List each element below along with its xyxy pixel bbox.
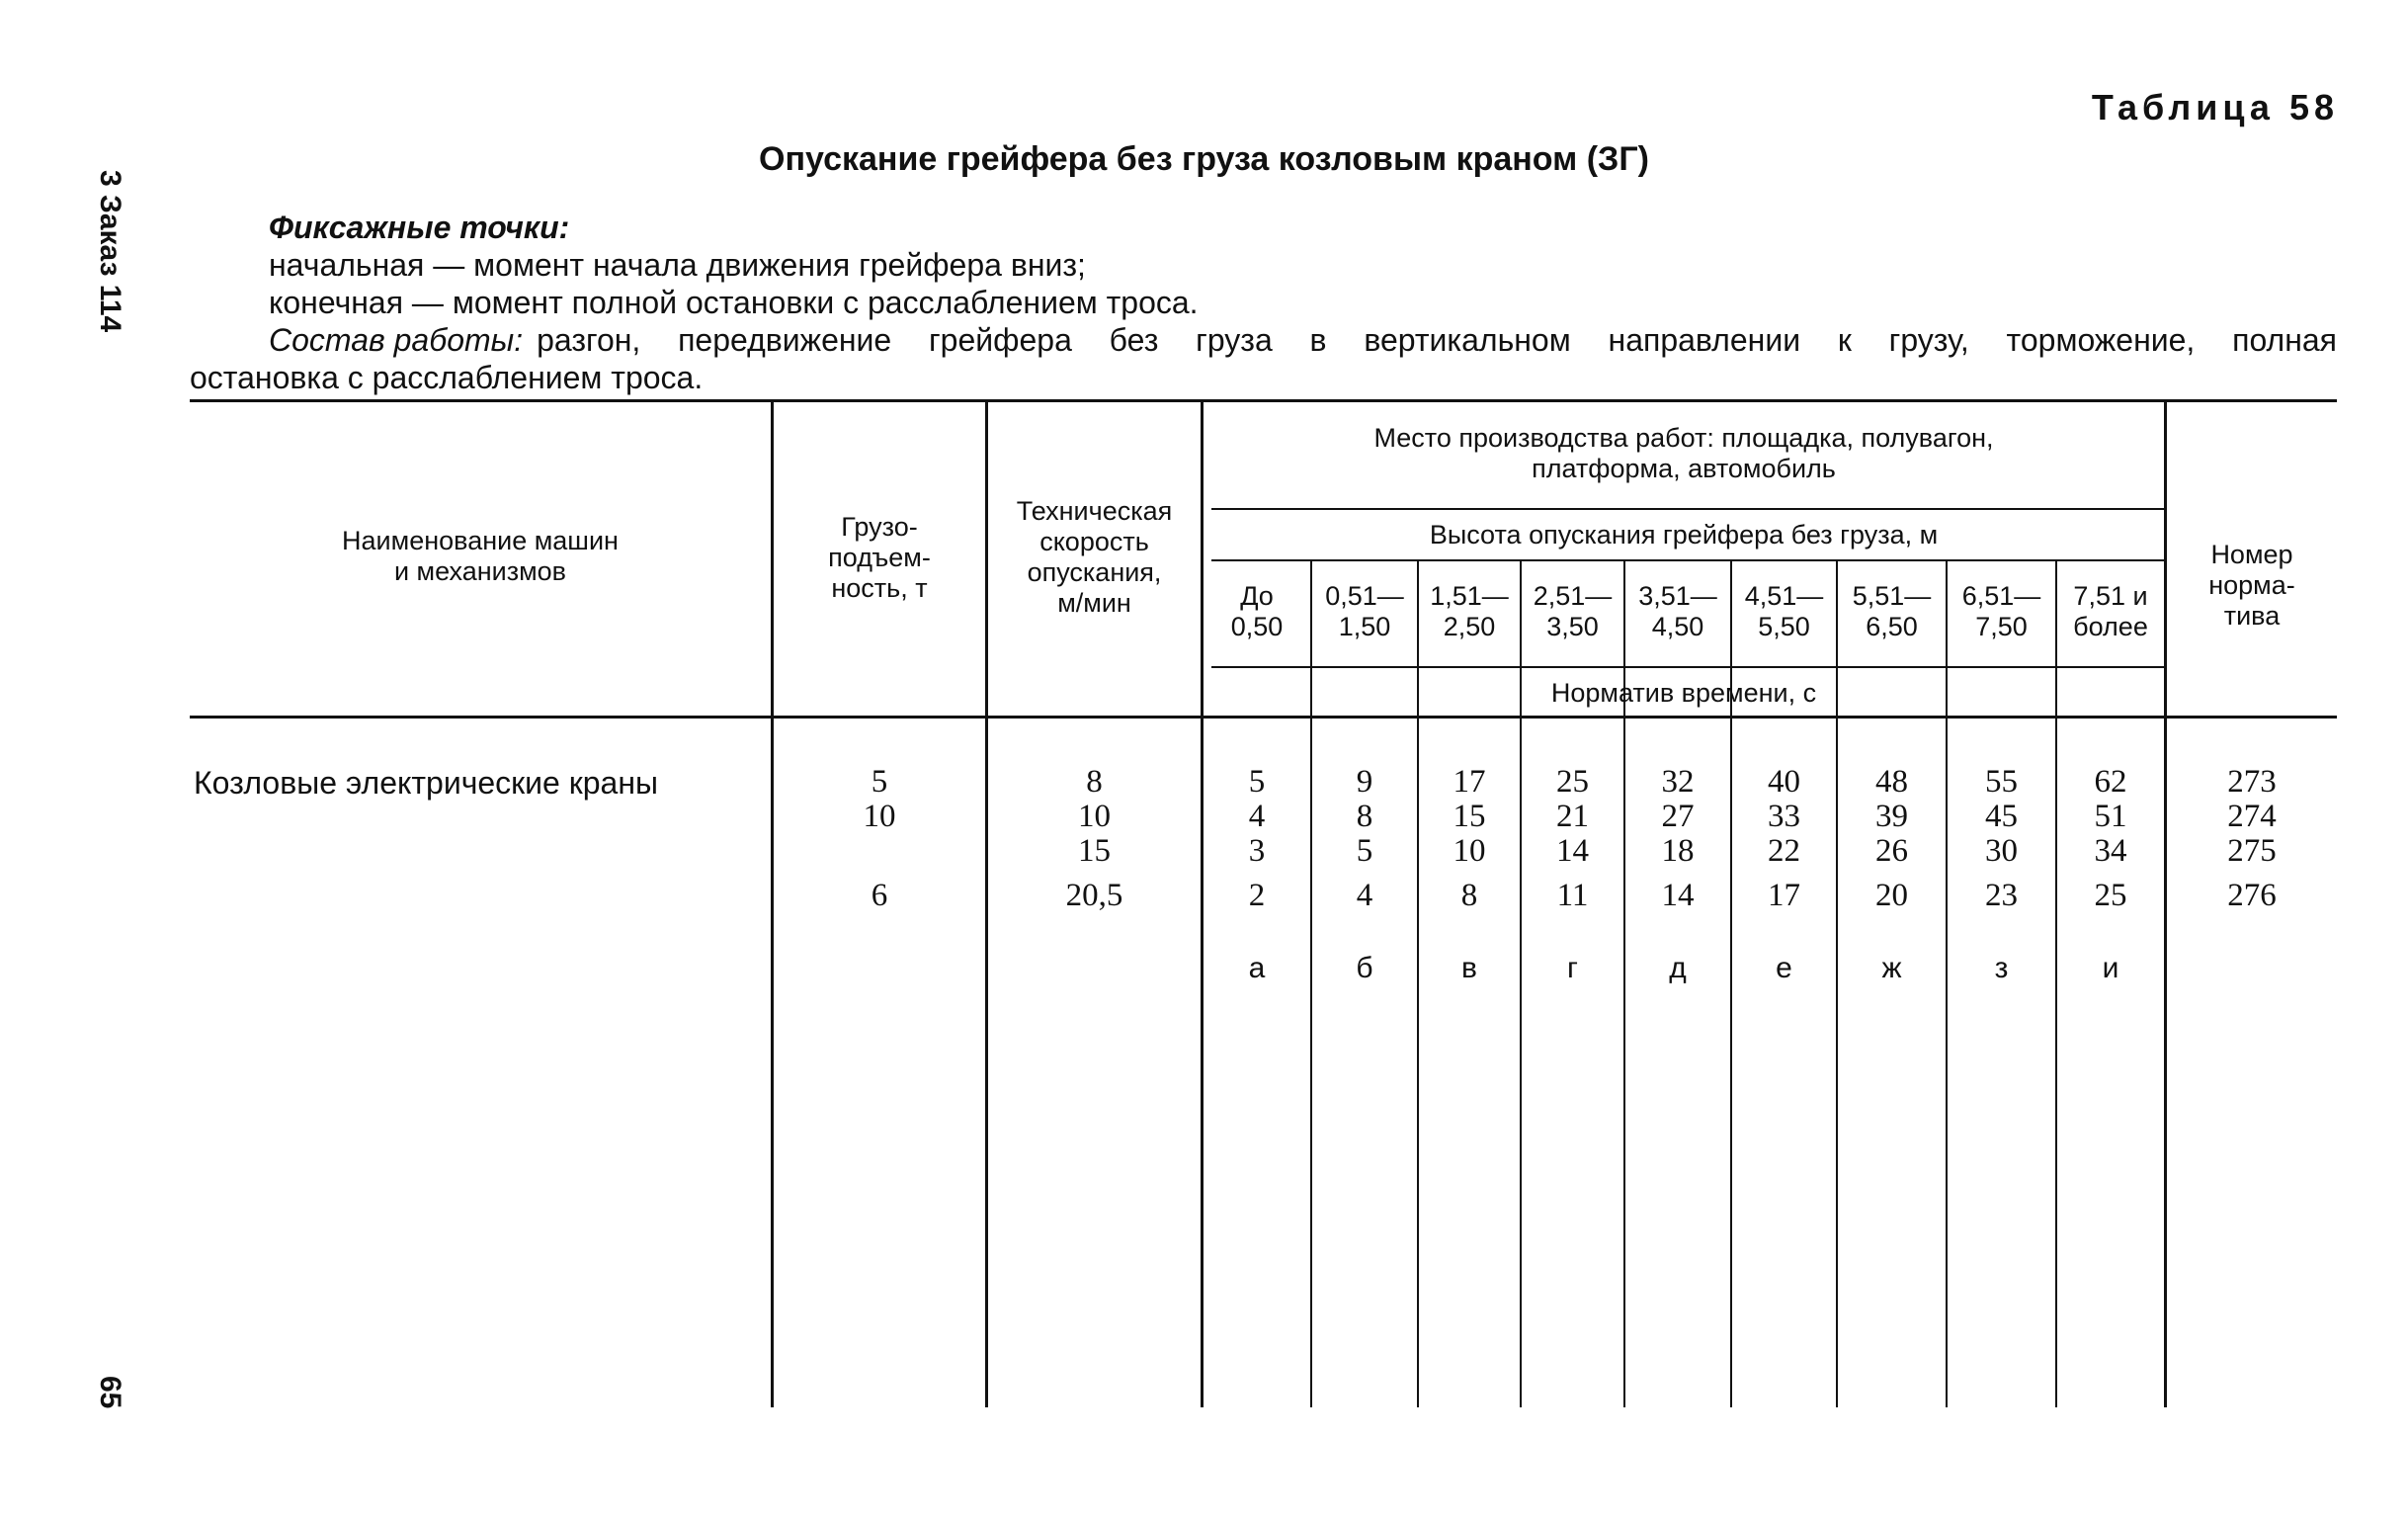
table-title: Опускание грейфера без груза козловым краном (ЗГ) xyxy=(759,140,1649,178)
header-norm-time: Норматив времени, с xyxy=(1550,678,1817,708)
range-header: До 0,50 xyxy=(1230,581,1284,641)
range-header: 5,51— 6,50 xyxy=(1852,581,1932,641)
table-top-rule xyxy=(190,399,2337,402)
fix-heading: Фиксажные точки: xyxy=(269,210,570,245)
place-rule xyxy=(1211,508,2166,510)
table-col-e: 40 33 22 17 е xyxy=(1768,764,1800,984)
header-height: Высота опускания грейфера без груза, м xyxy=(1429,520,1939,550)
range-header: 4,51— 5,50 xyxy=(1744,581,1824,641)
table-col-norm-no: 273 274 275 276 xyxy=(2227,764,2277,913)
height-rule xyxy=(1211,559,2166,561)
header-machine: Наименование машин и механизмов xyxy=(342,526,619,586)
table-col-i: 62 51 34 25 и xyxy=(2094,764,2127,984)
header-speed: Техническая скорость опускания, м/мин xyxy=(1016,496,1173,618)
table-number: Таблица 58 xyxy=(2091,87,2339,127)
table-header-rule xyxy=(190,716,2337,719)
table-col-zh: 48 39 26 20 ж xyxy=(1875,764,1908,984)
work-label: Состав работы: xyxy=(269,322,524,358)
page-number: 65 xyxy=(94,1376,126,1409)
norm-rule xyxy=(1211,666,2166,668)
range-header: 3,51— 4,50 xyxy=(1638,581,1717,641)
table-col-d: 32 27 18 14 д xyxy=(1661,764,1695,984)
table-col-z: 55 45 30 23 з xyxy=(1985,764,2018,984)
start-point: начальная — момент начала движения грейфера вниз; xyxy=(269,247,1086,283)
header-place: Место производства работ: площадка, полувагон, платформа, автомобиль xyxy=(1373,423,1994,483)
work-text-1: разгон, передвижение грейфера без груза в вертикальном направлении к грузу, торможение, полная xyxy=(537,322,2337,358)
table-col-a: 5 4 3 2 а xyxy=(1248,764,1266,984)
header-norm-no: Номер норма- тива xyxy=(2208,540,2295,631)
range-header: 2,51— 3,50 xyxy=(1533,581,1613,641)
range-header: 1,51— 2,50 xyxy=(1430,581,1509,641)
machine-name: Козловые электрические краны xyxy=(194,765,658,801)
table-col-b: 9 8 5 4 б xyxy=(1356,764,1373,984)
table-col-v: 17 15 10 8 в xyxy=(1453,764,1486,984)
table-cell-capacity: 5 10 6 xyxy=(863,764,896,913)
range-header: 6,51— 7,50 xyxy=(1961,581,2041,641)
range-header: 0,51— 1,50 xyxy=(1325,581,1404,641)
order-label: 3 Заказ 114 xyxy=(94,170,126,333)
work-text-2: остановка с расслаблением троса. xyxy=(190,360,704,395)
table-cell-speed: 8 10 15 20,5 xyxy=(1065,764,1123,913)
work-line xyxy=(269,322,2337,359)
table-col-g: 25 21 14 11 г xyxy=(1556,764,1589,984)
end-point: конечная — момент полной остановки с расслаблением троса. xyxy=(269,285,1199,320)
header-capacity: Грузо- подъем- ность, т xyxy=(828,512,931,603)
range-header: 7,51 и более xyxy=(2073,581,2148,641)
